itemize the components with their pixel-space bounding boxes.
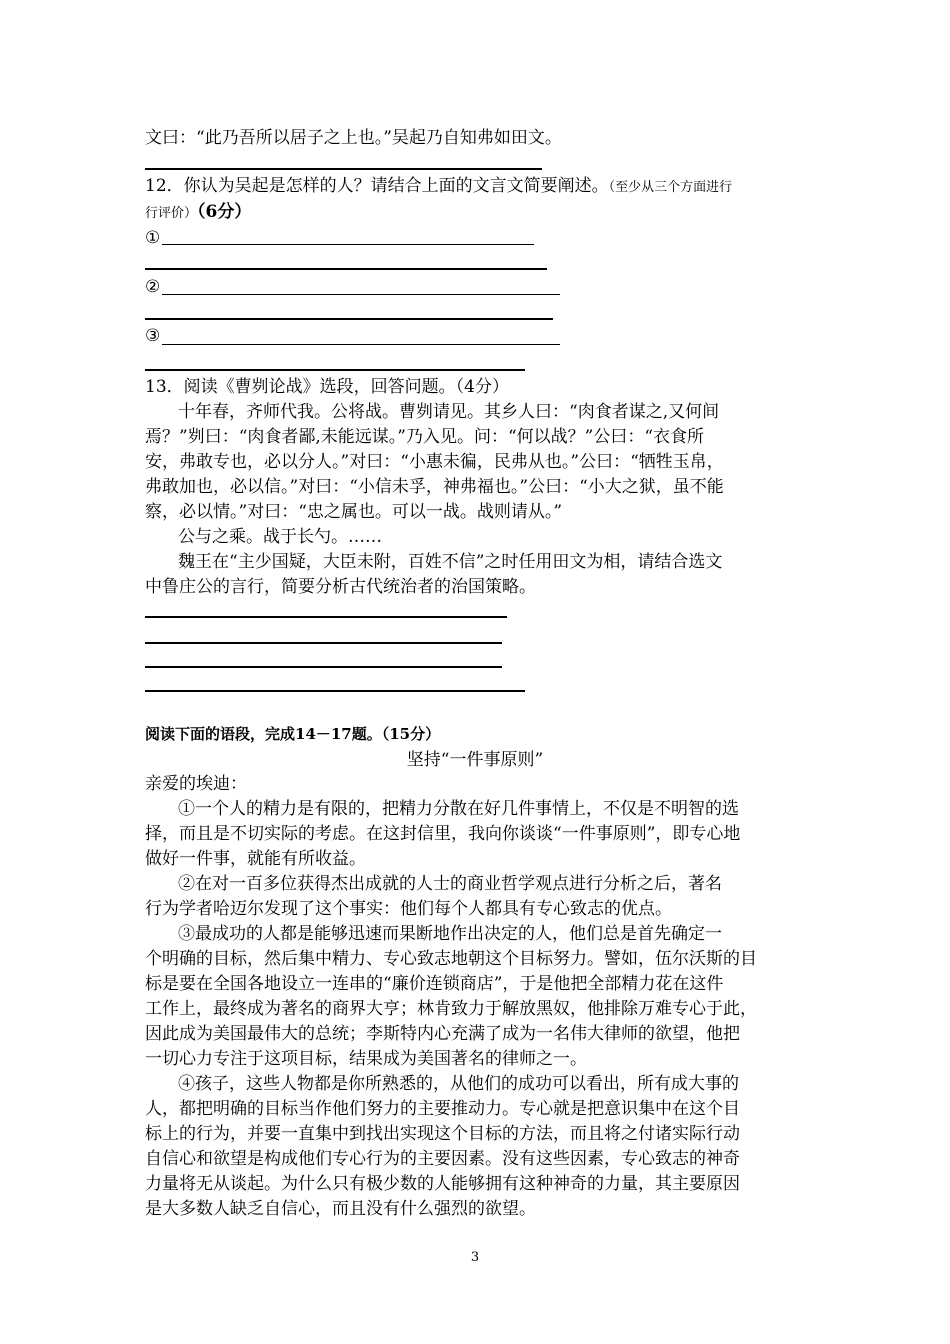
answer-line-4[interactable]	[145, 318, 553, 320]
passage-line: 因此成为美国最伟大的总统；李斯特内心充满了成为一名伟大律师的欲望，他把	[145, 1024, 740, 1044]
answer-line-2[interactable]	[145, 268, 547, 270]
q13-text-line: 弗敢加也，必以信。”对曰：“小信未孚，神弗福也。”公曰：“小大之狱，虽不能	[145, 477, 724, 497]
answer-line-10[interactable]	[145, 690, 525, 692]
answer-line-5[interactable]	[162, 344, 560, 345]
page-number: 3	[470, 1250, 480, 1265]
answer-line-7[interactable]	[145, 616, 507, 618]
passage-line: 工作上，最终成为著名的商界大亨；林肯致力于解放黑奴，他排除万难专心于此，	[145, 999, 757, 1019]
q13-text-line: 焉？”刿曰：“肉食者鄙,未能远谋。”乃入见。问：“何以战？”公曰：“衣食所	[145, 427, 705, 447]
q13-question-line: 魏王在“主少国疑，大臣未附，百姓不信”之时任用田文为相，请结合选文	[178, 552, 723, 572]
q12-answer-mark-3: ③	[145, 326, 161, 346]
passage-line: ④孩子，这些人物都是你所熟悉的，从他们的成功可以看出，所有成大事的	[178, 1074, 739, 1094]
passage-line: 是大多数人缺乏自信心，而且没有什么强烈的欲望。	[145, 1199, 536, 1219]
passage-line: 行为学者哈迈尔发现了这个事实：他们每个人都具有专心致志的优点。	[145, 899, 672, 919]
q12-note-cont: 行评价）	[145, 206, 198, 221]
passage-line: 力量将无从谈起。为什么只有极少数的人能够拥有这种神奇的力量，其主要原因	[145, 1174, 740, 1194]
carry-over-line: 文曰：“此乃吾所以居子之上也。”吴起乃自知弗如田文。	[145, 128, 562, 148]
passage-line: ①一个人的精力是有限的，把精力分散在好几件事情上，不仅是不明智的选	[178, 799, 739, 819]
q12-answer-mark-2: ②	[145, 277, 161, 297]
passage-line: ③最成功的人都是能够迅速而果断地作出决定的人，他们总是首先确定一	[178, 924, 722, 944]
answer-rule	[145, 168, 542, 170]
answer-line-8[interactable]	[145, 642, 502, 644]
salutation: 亲爱的埃迪：	[145, 774, 247, 794]
passage-line: 一切心力专注于这项目标，结果成为美国著名的律师之一。	[145, 1049, 587, 1069]
q12-score: （6分）	[197, 202, 252, 222]
q13-title: 13．阅读《曹刿论战》选段，回答问题。（4分）	[145, 377, 509, 397]
q12-answer-mark-1: ①	[145, 228, 161, 248]
passage-line: 标是要在全国各地设立一连串的“廉价连锁商店”，于是他把全部精力花在这件	[145, 974, 724, 994]
q13-text-line: 安，弗敢专也，必以分人。”对曰：“小惠未徧，民弗从也。”公曰：“牺牲玉帛，	[145, 452, 724, 472]
passage-line: 标上的行为，并要一直集中到找出实现这个目标的方法，而且将之付诸实际行动	[145, 1124, 740, 1144]
answer-line-6[interactable]	[145, 369, 525, 371]
passage-line: 个明确的目标，然后集中精力、专心致志地朝这个目标努力。譬如，伍尔沃斯的目	[145, 949, 757, 969]
reading-heading: 阅读下面的语段，完成14－17题。（15分）	[145, 725, 441, 743]
answer-line-9[interactable]	[145, 666, 502, 668]
q12-note: （至少从三个方面进行	[608, 180, 733, 195]
q12-note-line	[145, 200, 251, 226]
q13-question-line: 中鲁庄公的言行，简要分析古代统治者的治国策略。	[145, 577, 536, 597]
q12-title-line	[145, 174, 732, 200]
passage-line: 做好一件事，就能有所收益。	[145, 849, 366, 869]
passage-line: 择，而且是不切实际的考虑。在这封信里，我向你谈谈“一件事原则”，即专心地	[145, 824, 741, 844]
q13-text-line: 察，必以情。”对曰：“忠之属也。可以一战。战则请从。”	[145, 502, 563, 522]
passage-line: 人，都把明确的目标当作他们努力的主要推动力。专心就是把意识集中在这个目	[145, 1099, 740, 1119]
answer-line-1[interactable]	[162, 244, 534, 245]
passage-title: 坚持“一件事原则”	[406, 750, 544, 770]
q13-text-line: 十年春，齐师代我。公将战。曹刿请见。其乡人曰：“肉食者谋之,又何间	[178, 402, 720, 422]
q13-text-line: 公与之乘。战于长勺。……	[178, 527, 382, 547]
passage-line: ②在对一百多位获得杰出成就的人士的商业哲学观点进行分析之后，著名	[178, 874, 722, 894]
passage-line: 自信心和欲望是构成他们专心行为的主要因素。没有这些因素，专心致志的神奇	[145, 1149, 740, 1169]
answer-line-3[interactable]	[162, 294, 560, 295]
q12-title: 12．你认为吴起是怎样的人？请结合上面的文言文简要阐述。	[145, 176, 609, 196]
